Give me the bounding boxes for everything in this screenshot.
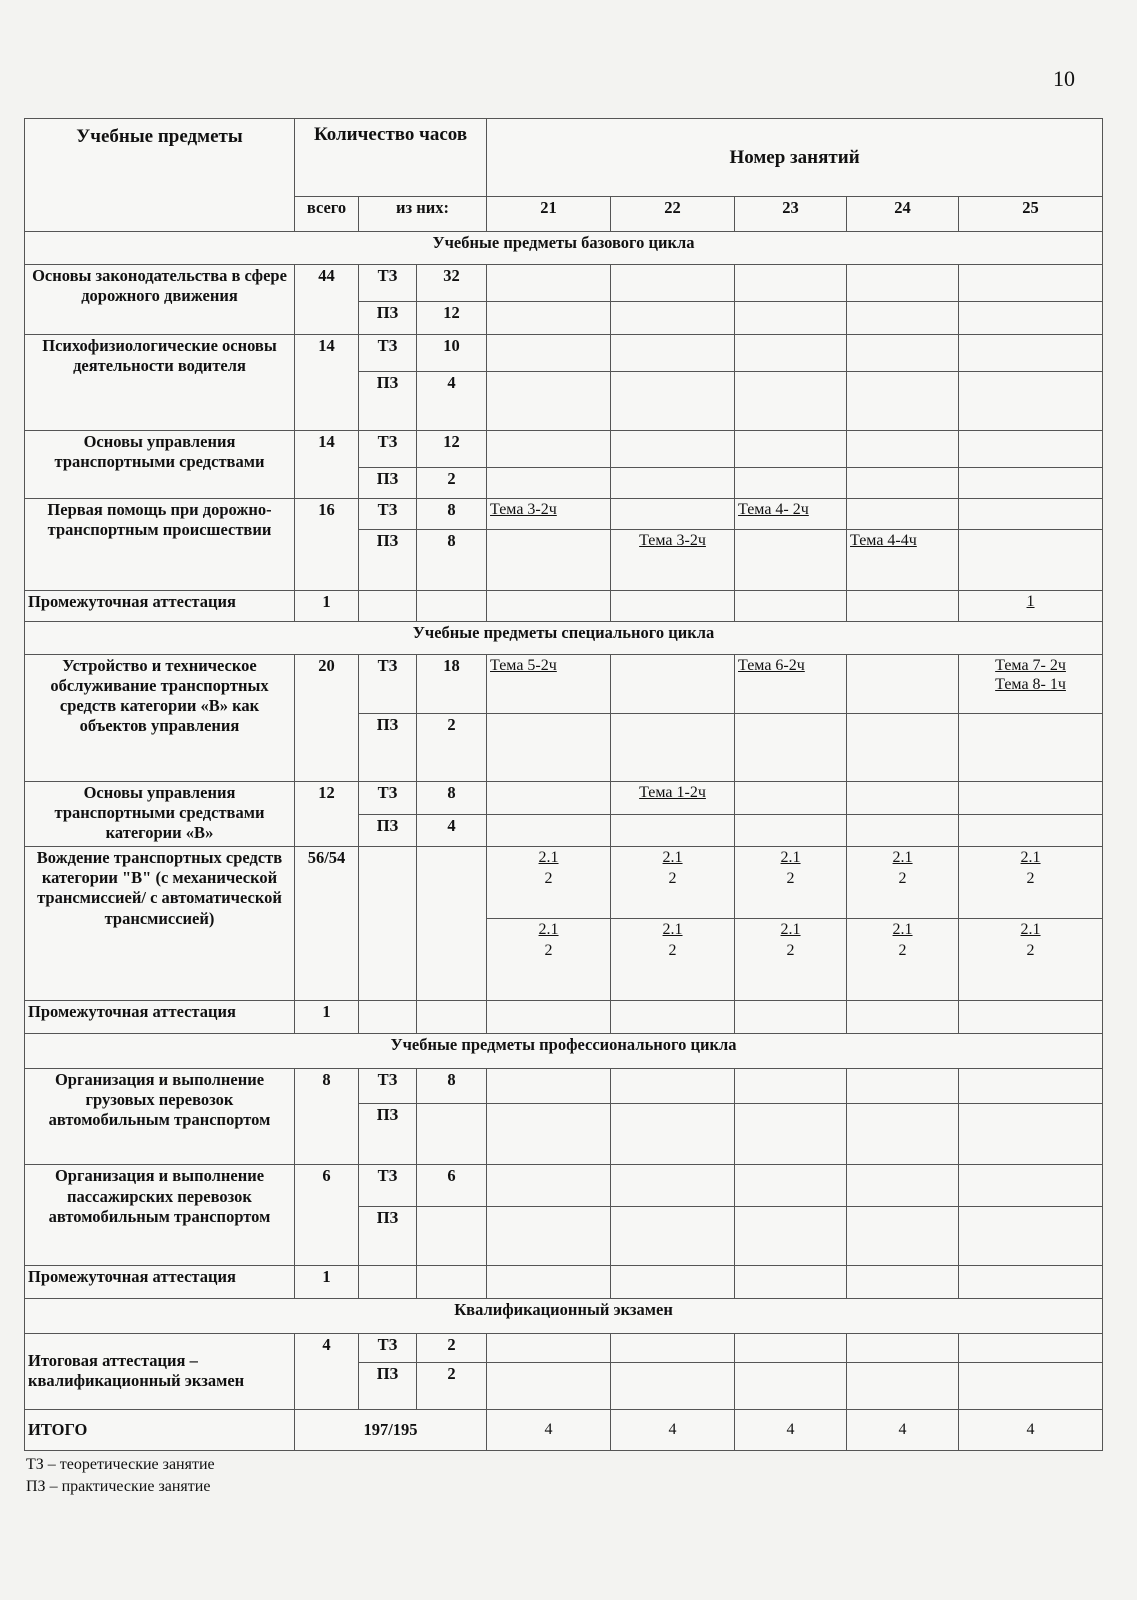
total-hours: 12 [295, 782, 359, 847]
topic-entry: Тема 3-2ч [639, 531, 706, 549]
total-hours: 4 [295, 1333, 359, 1409]
lesson-number: 21 [487, 197, 611, 232]
fraction-numerator: 2.1 [780, 849, 801, 867]
pz-label: ПЗ [359, 371, 417, 431]
pz-label: ПЗ [359, 714, 417, 782]
row-passenger-tz [25, 1165, 1103, 1206]
pz-hours: 8 [417, 529, 487, 591]
tz-label: ТЗ [359, 498, 417, 529]
fraction-denominator: 2 [668, 941, 677, 959]
topic-entry: Тема 8- 1ч [995, 676, 1066, 694]
fraction-denominator: 2 [668, 870, 677, 887]
topic-entry: Тема 3-2ч [490, 500, 557, 518]
row-final-tz [25, 1333, 1103, 1362]
lessons-header [487, 119, 1103, 197]
subject-name: Промежуточная аттестация [25, 1001, 295, 1034]
total-hours: 6 [295, 1165, 359, 1266]
total-hours: 44 [295, 264, 359, 334]
row-attest3 [25, 1266, 1103, 1299]
tz-label: ТЗ [359, 1068, 417, 1103]
subject-name: Организация и выполнение грузовых перевозок автомобильным транспортом [25, 1068, 295, 1165]
subject-name: Основы законодательства в сфере дорожного движения [25, 264, 295, 334]
row-itogo [25, 1409, 1103, 1450]
driving-lesson-fraction [962, 920, 1099, 962]
topic-entry: Тема 4-4ч [850, 531, 917, 549]
row-controlB-tz [25, 782, 1103, 815]
lessons-header-label: Номер занятий [729, 146, 860, 168]
subject-name: Вождение транспортных средств категории "В" (с механической трансмиссией/ с автоматической трансмиссией) [25, 847, 295, 1001]
fraction-numerator: 2.1 [662, 849, 683, 867]
tz-hours: 8 [417, 782, 487, 815]
tz-hours: 8 [417, 498, 487, 529]
itogo-lesson-value: 4 [735, 1409, 847, 1450]
subject-name: Первая помощь при дорожно-транспортным происшествии [25, 498, 295, 590]
row-law-tz [25, 264, 1103, 301]
pz-hours: 4 [417, 814, 487, 847]
hours-header [295, 119, 487, 197]
tz-label: ТЗ [359, 1333, 417, 1362]
fraction-numerator: 2.1 [1020, 849, 1041, 867]
fraction-numerator: 2.1 [538, 849, 559, 867]
total-hours: 56/54 [295, 847, 359, 1001]
lesson-number: 23 [735, 197, 847, 232]
row-attest1 [25, 591, 1103, 622]
driving-lesson-fraction [850, 920, 955, 962]
itogo-lesson-value: 4 [847, 1409, 959, 1450]
fraction-denominator: 2 [544, 941, 553, 959]
subject-name: Основы управления транспортными средствами категории «В» [25, 782, 295, 847]
section-special-cycle: Учебные предметы специального цикла [25, 622, 1103, 655]
subject-name: Устройство и техническое обслуживание транспортных средств категории «В» как объектов управления [25, 654, 295, 781]
topic-entry: Тема 1-2ч [639, 784, 706, 802]
driving-lesson-fraction [850, 848, 955, 890]
total-hours: 8 [295, 1068, 359, 1165]
fraction-numerator: 2.1 [1020, 921, 1041, 939]
pz-hours: 2 [417, 468, 487, 499]
lesson-number: 24 [847, 197, 959, 232]
tz-hours: 32 [417, 264, 487, 301]
tz-hours: 10 [417, 334, 487, 371]
total-hours: 1 [295, 591, 359, 622]
total-hours: 1 [295, 1266, 359, 1299]
footnotes [26, 1454, 215, 1499]
tz-label: ТЗ [359, 431, 417, 468]
fraction-numerator: 2.1 [662, 921, 683, 939]
fraction-numerator: 2.1 [538, 921, 559, 939]
pz-label: ПЗ [359, 468, 417, 499]
page-number: 10 [1053, 66, 1075, 91]
total-hours: 14 [295, 431, 359, 499]
topic-entry: Тема 5-2ч [490, 656, 557, 674]
footnote-tz: ТЗ – теоретические занятие [26, 1456, 215, 1473]
tz-label: ТЗ [359, 264, 417, 301]
tz-hours: 8 [417, 1068, 487, 1103]
pz-label: ПЗ [359, 529, 417, 591]
topic-entry: Тема 6-2ч [738, 656, 805, 674]
driving-lesson-fraction [962, 848, 1099, 890]
subject-name: Психофизиологические основы деятельности водителя [25, 334, 295, 431]
lesson-value: 1 [1026, 593, 1035, 611]
fraction-denominator: 2 [786, 941, 795, 959]
subject-name: Итоговая аттестация – квалификационный экзамен [25, 1333, 295, 1409]
itogo-lesson-value: 4 [611, 1409, 735, 1450]
fraction-denominator: 2 [1026, 870, 1035, 887]
fraction-numerator: 2.1 [892, 849, 913, 867]
tz-label: ТЗ [359, 1165, 417, 1206]
tz-hours: 18 [417, 654, 487, 714]
tz-label: ТЗ [359, 654, 417, 714]
tz-hours: 2 [417, 1333, 487, 1362]
pz-hours: 2 [417, 1362, 487, 1409]
hours-header-label: Количество часов [313, 124, 468, 145]
tz-label: ТЗ [359, 334, 417, 371]
section-basic-cycle: Учебные предметы базового цикла [25, 231, 1103, 264]
tz-hours: 12 [417, 431, 487, 468]
row-device-tz [25, 654, 1103, 714]
fraction-denominator: 2 [786, 870, 795, 887]
subject-name: Промежуточная аттестация [25, 591, 295, 622]
driving-lesson-fraction [614, 920, 731, 962]
pz-hours: 12 [417, 301, 487, 334]
section-qualification-exam: Квалификационный экзамен [25, 1298, 1103, 1333]
driving-lesson-fraction [490, 848, 607, 890]
subject-name: Промежуточная аттестация [25, 1266, 295, 1299]
pz-hours: 4 [417, 371, 487, 431]
total-hours: 14 [295, 334, 359, 431]
pz-label: ПЗ [359, 1206, 417, 1266]
total-hours: 16 [295, 498, 359, 590]
topic-entry: Тема 7- 2ч [995, 656, 1066, 674]
subject-name: Организация и выполнение пассажирских перевозок автомобильным транспортом [25, 1165, 295, 1266]
row-psycho-tz [25, 334, 1103, 371]
itogo-lesson-value: 4 [959, 1409, 1103, 1450]
itogo-total: 197/195 [295, 1409, 487, 1450]
section-professional-cycle: Учебные предметы профессионального цикла [25, 1034, 1103, 1069]
subject-name: Основы управления транспортными средствами [25, 431, 295, 499]
driving-lesson-fraction [738, 920, 843, 962]
tz-label: ТЗ [359, 782, 417, 815]
subjects-header-label: Учебные предметы [76, 126, 243, 147]
fraction-numerator: 2.1 [892, 921, 913, 939]
driving-lesson-fraction [490, 920, 607, 962]
row-control-tz [25, 431, 1103, 468]
subjects-header [25, 119, 295, 232]
total-hours: 20 [295, 654, 359, 781]
fraction-denominator: 2 [898, 870, 907, 887]
footnote-pz: ПЗ – практические занятие [26, 1478, 211, 1496]
itogo-label: ИТОГО [25, 1409, 295, 1450]
fraction-numerator: 2.1 [780, 921, 801, 939]
itogo-lesson-value: 4 [487, 1409, 611, 1450]
lesson-number: 22 [611, 197, 735, 232]
fraction-denominator: 2 [1026, 941, 1035, 959]
driving-lesson-fraction [614, 848, 731, 890]
pz-label: ПЗ [359, 1103, 417, 1165]
pz-label: ПЗ [359, 1362, 417, 1409]
fraction-denominator: 2 [544, 870, 553, 887]
total-hours: 1 [295, 1001, 359, 1034]
pz-hours: 2 [417, 714, 487, 782]
row-firstaid-tz [25, 498, 1103, 529]
row-driving-1 [25, 847, 1103, 919]
tz-hours: 6 [417, 1165, 487, 1206]
lesson-number: 25 [959, 197, 1103, 232]
topic-entry: Тема 4- 2ч [738, 500, 809, 518]
of-them-header: из них: [359, 197, 487, 232]
header-row [25, 119, 1103, 197]
fraction-denominator: 2 [898, 941, 907, 959]
pz-label: ПЗ [359, 301, 417, 334]
curriculum-schedule-table [24, 118, 1103, 1451]
total-header: всего [295, 197, 359, 232]
row-attest2 [25, 1001, 1103, 1034]
row-cargo-tz [25, 1068, 1103, 1103]
driving-lesson-fraction [738, 848, 843, 890]
pz-label: ПЗ [359, 814, 417, 847]
